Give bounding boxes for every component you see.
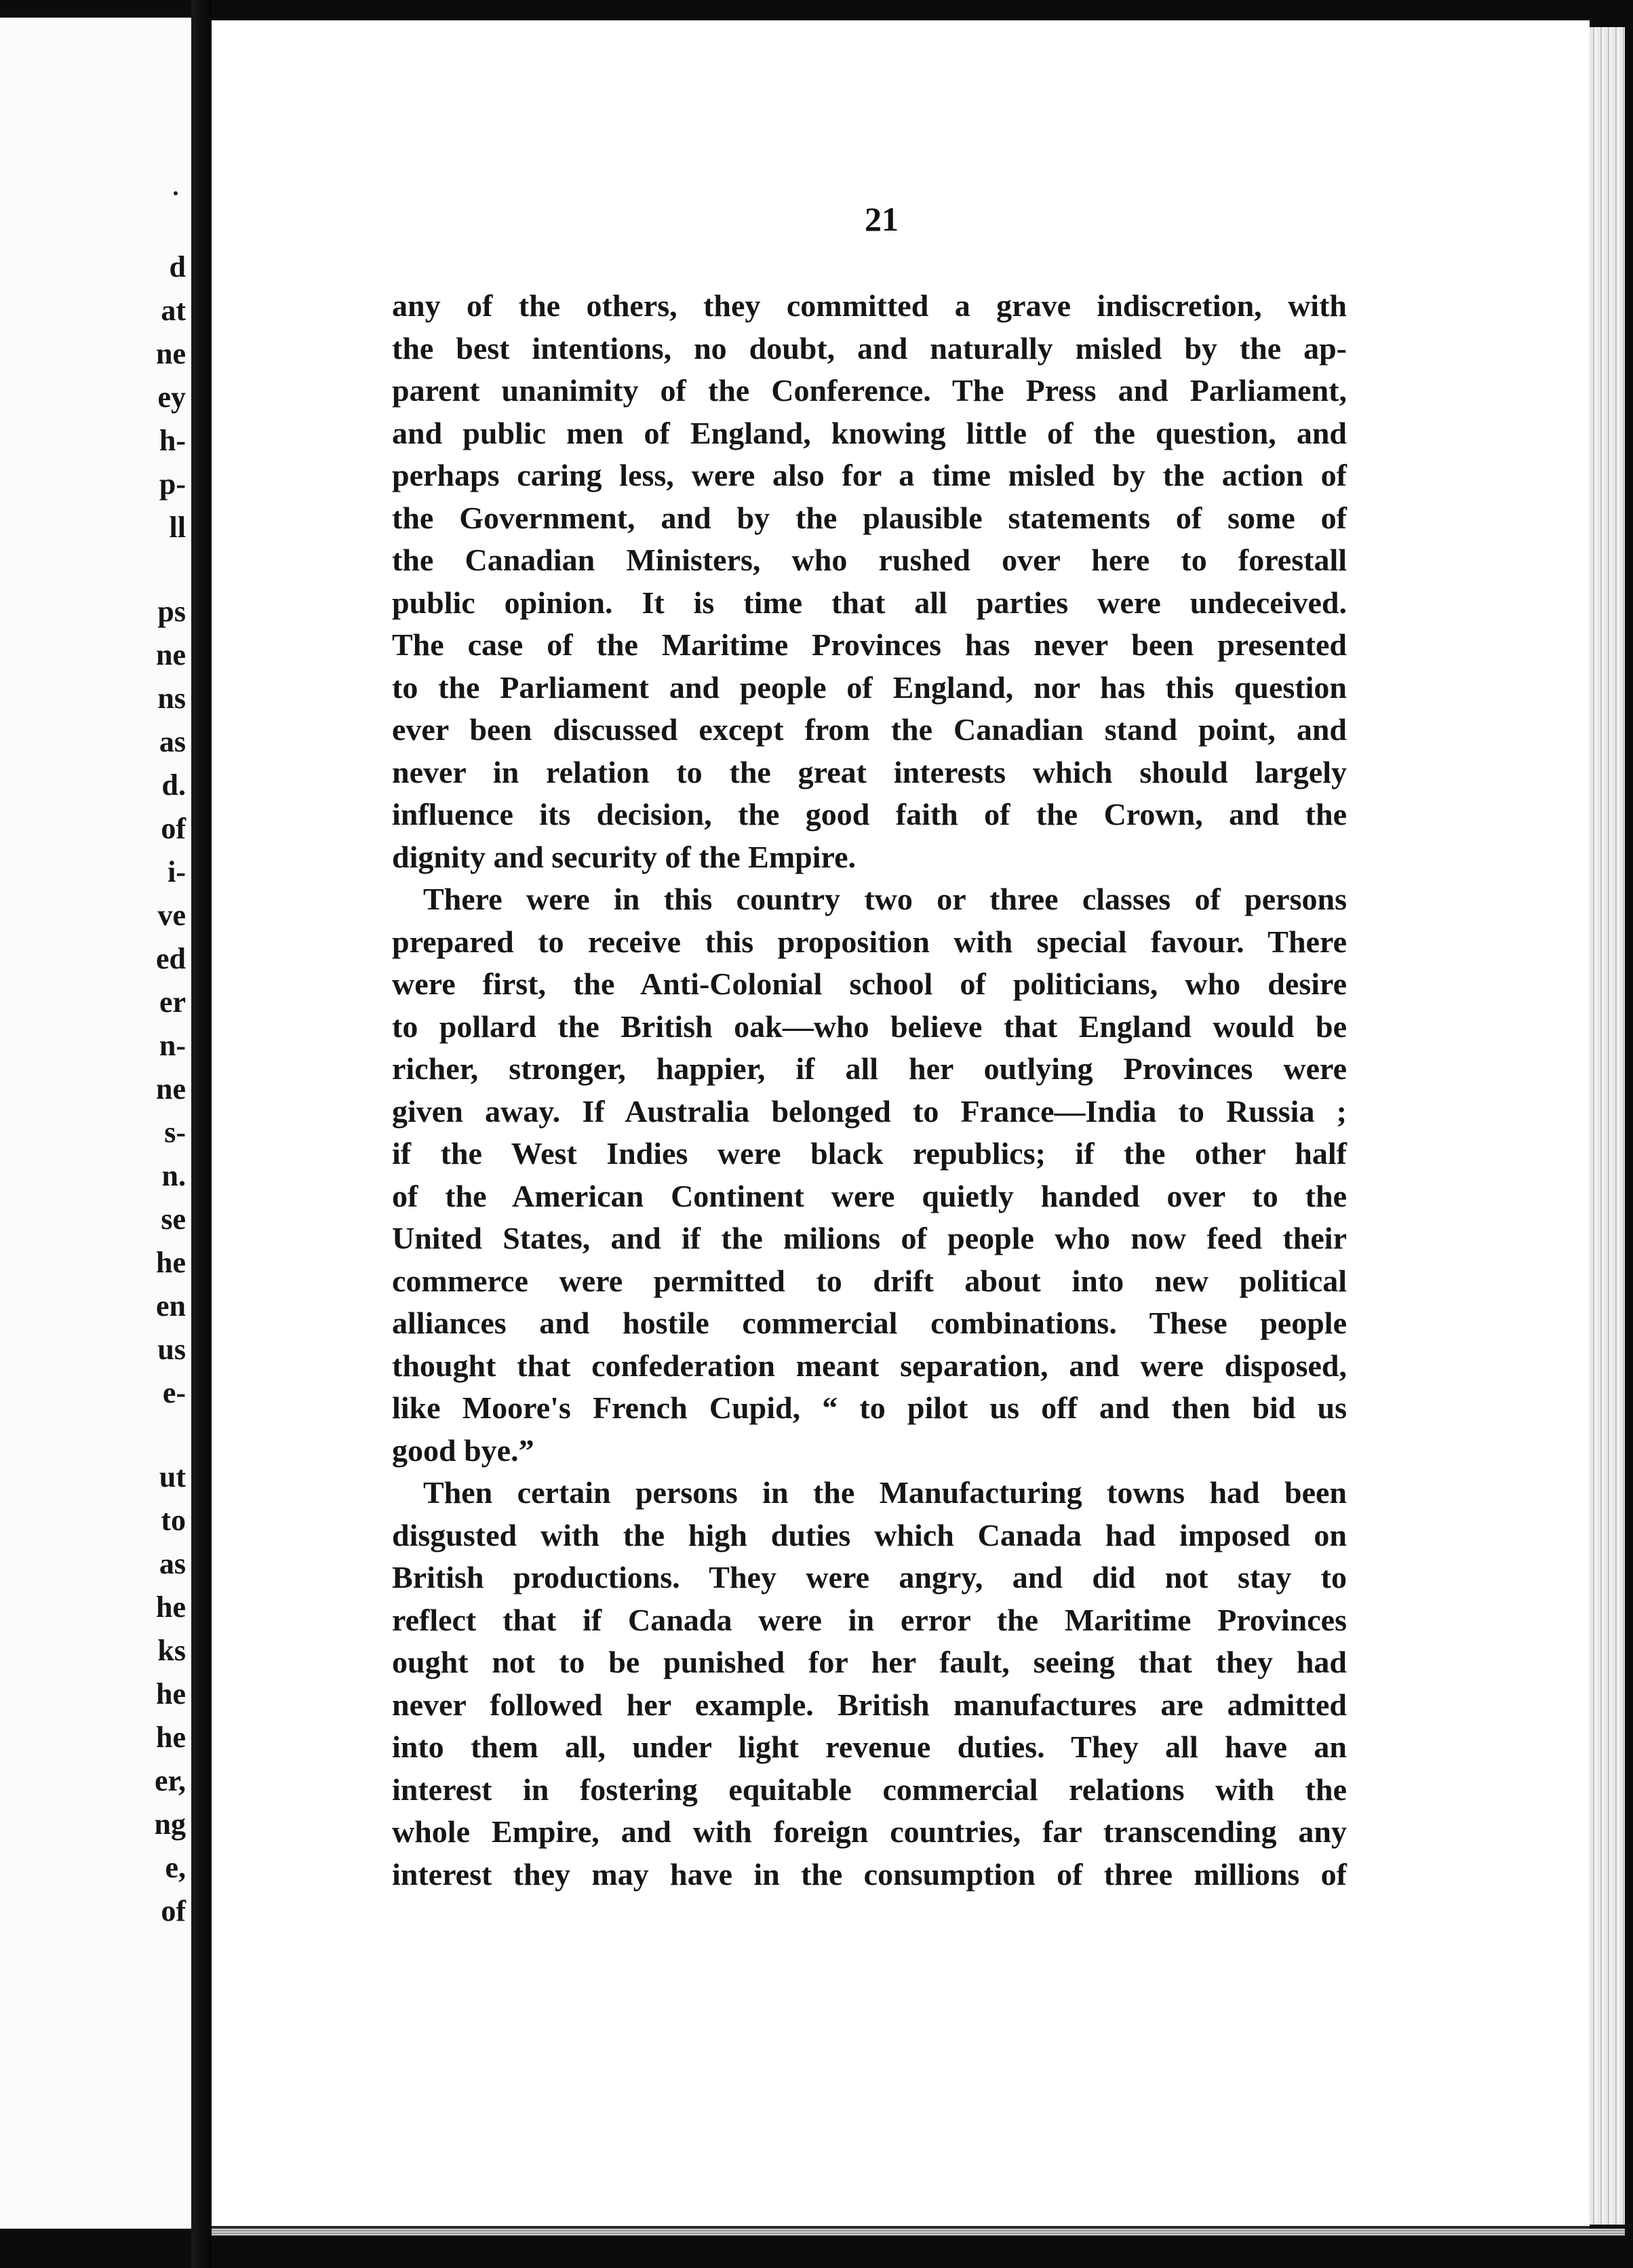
previous-page-fragment: he: [156, 1590, 186, 1624]
text-line: the best intentions, no doubt, and naturally misled by the ap-: [392, 330, 1347, 366]
previous-page-fragment: s-: [164, 1116, 186, 1149]
text-line: of the American Continent were quietly handed over to the: [392, 1178, 1347, 1213]
text-line: never followed her example. British manufactures are admitted: [392, 1687, 1347, 1722]
previous-page-fragment: he: [156, 1246, 186, 1279]
previous-page-fragment: ng: [154, 1807, 186, 1841]
previous-page-fragment: ed: [156, 942, 186, 975]
page-edges: [1590, 27, 1625, 2225]
previous-page-fragment: as: [159, 1547, 186, 1580]
text-line: perhaps caring less, were also for a time misled by the action of: [392, 458, 1347, 492]
previous-page: [0, 18, 191, 2229]
text-line: British productions. They were angry, and did not stay to: [392, 1560, 1347, 1595]
previous-page-fragment: ne: [156, 638, 186, 671]
previous-page-fragment: d.: [161, 768, 186, 802]
text-line: richer, stronger, happier, if all her outlying Provinces were: [392, 1051, 1347, 1086]
text-line: like Moore's French Cupid, “ to pilot us off and then bid us: [392, 1390, 1347, 1425]
text-line: prepared to receive this proposition with special favour. There: [392, 924, 1347, 959]
previous-page-fragment: n-: [159, 1029, 186, 1062]
previous-page-fragment: en: [156, 1289, 186, 1323]
text-line: dignity and security of the Empire.: [392, 839, 857, 874]
text-line: interest in fostering equitable commercial relations with the: [392, 1772, 1347, 1807]
ink-speck: [174, 191, 178, 195]
previous-page-fragment: he: [156, 1677, 186, 1710]
previous-page-fragment: ns: [157, 682, 186, 715]
previous-page-fragment: ne: [156, 1072, 186, 1106]
previous-page-text-fragments: [0, 18, 191, 2229]
text-line: commerce were permitted to drift about into new political: [392, 1263, 1347, 1298]
previous-page-fragment: i-: [168, 855, 186, 888]
previous-page-fragment: ve: [157, 899, 186, 932]
text-line: into them all, under light revenue duties. They all have an: [392, 1729, 1347, 1764]
text-line: disgusted with the high duties which Canada had imposed on: [392, 1517, 1347, 1552]
text-line: public opinion. It is time that all parties were undeceived.: [392, 585, 1347, 620]
paragraph: [392, 878, 1347, 1472]
previous-page-fragment: ne: [156, 337, 186, 370]
paragraph: [392, 285, 1347, 878]
previous-page-fragment: to: [161, 1504, 186, 1537]
previous-page-fragment: se: [161, 1203, 186, 1236]
previous-page-fragment: as: [159, 725, 186, 758]
text-line: interest they may have in the consumption of three millions of: [392, 1856, 1347, 1892]
text-line: whole Empire, and with foreign countries, far transcending any: [392, 1814, 1347, 1849]
text-line: to the Parliament and people of England, nor has this question: [392, 669, 1347, 705]
previous-page-fragment: er,: [154, 1764, 186, 1797]
page-bottom-edge: [212, 2229, 1625, 2235]
page-body-text: [392, 285, 1347, 1896]
text-line: thought that confederation meant separation, and were disposed,: [392, 1348, 1347, 1383]
text-line: the Canadian Ministers, who rushed over here to forestall: [392, 543, 1347, 577]
text-line: any of the others, they committed a grave indiscretion, with: [392, 288, 1347, 323]
previous-page-fragment: he: [156, 1721, 186, 1754]
paragraph: [392, 1472, 1347, 1896]
text-line: alliances and hostile commercial combinations. These people: [392, 1306, 1347, 1340]
previous-page-fragment: p-: [159, 467, 186, 501]
text-line: if the West Indies were black republics; if the other half: [392, 1136, 1347, 1171]
text-line: given away. If Australia belonged to France—India to Russia ;: [392, 1093, 1347, 1129]
previous-page-fragment: us: [157, 1333, 186, 1366]
text-line: Then certain persons in the Manufacturing towns had been: [423, 1475, 1347, 1510]
previous-page-fragment: at: [161, 294, 186, 327]
text-line: ever been discussed except from the Canadian stand point, and: [392, 712, 1347, 747]
text-line: There were in this country two or three classes of persons: [423, 882, 1347, 916]
previous-page-fragment: ps: [157, 595, 186, 628]
previous-page-fragment: ut: [159, 1460, 186, 1493]
text-line: to pollard the British oak—who believe that England would be: [392, 1009, 1347, 1044]
text-line: and public men of England, knowing little of the question, and: [392, 415, 1347, 450]
previous-page-fragment: of: [161, 812, 186, 845]
text-line: parent unanimity of the Conference. The Press and Parliament,: [392, 373, 1347, 408]
text-line: reflect that if Canada were in error the Maritime Provinces: [392, 1602, 1347, 1637]
previous-page-fragment: e-: [162, 1376, 186, 1409]
previous-page-fragment: ll: [169, 511, 186, 544]
previous-page-fragment: h-: [159, 424, 186, 457]
previous-page-fragment: d: [169, 250, 186, 284]
previous-page-fragment: ey: [157, 380, 186, 414]
previous-page-fragment: er: [159, 985, 186, 1019]
previous-page-fragment: n.: [161, 1159, 186, 1192]
text-line: the Government, and by the plausible statements of some of: [392, 500, 1347, 535]
previous-page-fragment: e,: [165, 1851, 186, 1884]
previous-page-fragment: of: [161, 1894, 186, 1928]
text-line: influence its decision, the good faith of the Crown, and the: [392, 797, 1347, 832]
text-line: The case of the Maritime Provinces has never been presented: [392, 627, 1347, 662]
text-line: were first, the Anti-Colonial school of politicians, who desire: [392, 966, 1347, 1001]
text-line: United States, and if the milions of people who now feed their: [392, 1221, 1347, 1255]
text-line: never in relation to the great interests which should largely: [392, 754, 1347, 789]
previous-page-fragment: ks: [157, 1634, 186, 1667]
book-gutter: [191, 0, 212, 2268]
text-line: good bye.”: [392, 1432, 534, 1468]
text-line: ought not to be punished for her fault, seeing that they had: [392, 1645, 1347, 1679]
page-number: 21: [865, 200, 899, 238]
